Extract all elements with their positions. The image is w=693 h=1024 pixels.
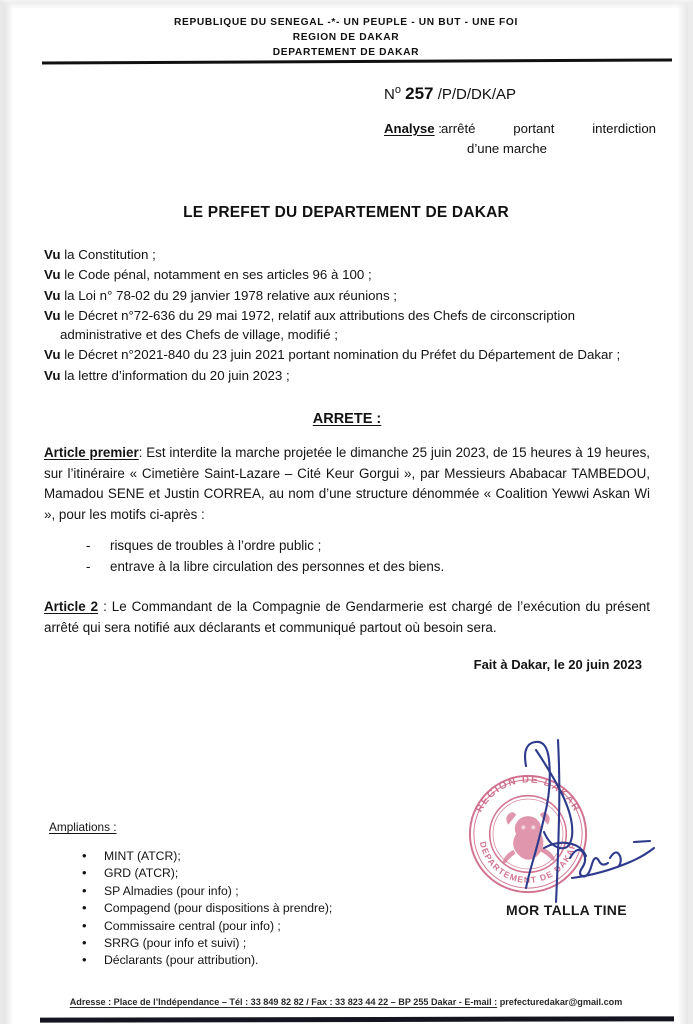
ampliations-list [49, 848, 409, 970]
ampliations-title: Ampliations : [49, 820, 117, 834]
visa-lead: Vu [44, 267, 61, 283]
reference-superscript: o [394, 84, 401, 96]
letterhead-line-region: REGION DE DAKAR [292, 32, 400, 43]
place-and-date: Fait à Dakar, le 20 juin 2023 [473, 656, 642, 672]
visa-lead: Vu [44, 307, 61, 323]
article-premier-text: : Est interdite la marche projetée le dimanche 25 juin 2023, de 15 heures à 19 heures, sur l’itinéraire « Cimetière Saint-Lazare – Cité Keur Gorgui », par Messieurs Ababacar TAMBEDOU, Mamadou SENE et Justin CORREA, au nom d’une structure dénommée « Coalition Yewwi Askan Wi », pour les motifs ci-après : [44, 445, 650, 522]
visa-lead: Vu [44, 247, 61, 262]
reference-suffix: /P/D/DK/AP [437, 86, 517, 103]
visa-item [44, 366, 650, 385]
visa-list [44, 245, 650, 385]
footer-email: prefecturedakar@gmail.com [497, 997, 623, 1007]
reference-number: 257 [405, 84, 434, 103]
signatory-name: MOR TALLA TINE [506, 902, 627, 918]
arrete-heading: ARRETE : [312, 411, 382, 428]
visa-text: la Constitution ; [60, 247, 156, 262]
page-title: LE PREFET DU DEPARTEMENT DE DAKAR [183, 204, 509, 221]
visa-item [44, 286, 650, 305]
letterhead-line-republic: REPUBLIQUE DU SENEGAL -*- UN PEUPLE - UN BUT - UNE FOI [174, 17, 518, 28]
visa-continuation: administrative et des Chefs de village, modifié ; [60, 327, 338, 343]
visa-text: le Décret n°72-636 du 29 mai 1972, relatif aux attributions des Chefs de circonscription [60, 307, 576, 323]
ampliation-item: • SP Almadies (pour info) ; [82, 883, 409, 900]
motif-item: - risques de troubles à l’ordre public ; [84, 535, 650, 556]
visa-item [44, 345, 650, 364]
article-premier-label: Article premier [44, 445, 139, 461]
visa-text: la Loi n° 78-02 du 29 janvier 1978 relative aux réunions ; [60, 287, 397, 303]
analyse-separator: : [438, 121, 442, 136]
analyse-text-line1: arrêté portant interdiction [441, 121, 656, 136]
signature-area [444, 730, 674, 935]
page-edge-shadow-left [4, 2, 13, 1024]
visa-lead: Vu [44, 367, 61, 383]
analyse-label: Analyse [384, 121, 435, 136]
article-premier [44, 443, 650, 525]
letterhead-line-department: DEPARTEMENT DE DAKAR [272, 47, 420, 58]
document-body [44, 245, 650, 672]
analyse-text-line2: d’une marche [467, 141, 547, 156]
stamp-bottom-label: DEPARTEMENT DE DAKAR [477, 840, 579, 885]
ampliations-block [49, 820, 409, 970]
article-2 [44, 597, 650, 638]
ampliation-item: • GRD (ATCR); [82, 865, 409, 882]
stamp-top-label: REGION DE DAKAR [473, 774, 583, 815]
ampliation-item: • Compagend (pour dispositions à prendre); [82, 900, 409, 917]
ampliation-item: • Commissaire central (pour info) ; [82, 918, 409, 935]
handwritten-signature [514, 730, 674, 910]
visa-lead: Vu [44, 347, 61, 363]
reference-block [384, 80, 674, 158]
page-edge-shadow-top [4, 2, 688, 9]
reference-number-line [384, 80, 674, 105]
ampliation-item: • SRRG (pour info et suivi) ; [82, 935, 409, 952]
article-2-label: Article 2 [44, 599, 99, 615]
ampliation-item: • Déclarants (pour attribution). [82, 952, 409, 969]
visa-lead: Vu [44, 287, 61, 303]
reference-prefix: N [384, 86, 395, 103]
analyse-block [384, 119, 674, 158]
visa-text: le Décret n°2021-840 du 23 juin 2021 portant nomination du Préfet du Département de Dakar ; [60, 347, 621, 363]
visa-item [44, 265, 650, 284]
page-footer [4, 992, 688, 1010]
footer-address-text: Adresse : Place de l’Indépendance – Tél : 33 849 82 82 / Fax : 33 823 44 22 – BP 255 Dakar - E-mail : [69, 997, 498, 1007]
footer-contact-line [70, 997, 623, 1007]
letterhead [4, 15, 688, 60]
motif-item: - entrave à la libre circulation des personnes et des biens. [84, 556, 650, 577]
visa-text: la lettre d’information du 20 juin 2023 ; [60, 367, 290, 383]
article-2-text: : Le Commandant de la Compagnie de Gendarmerie est chargé de l’exécution du présent arrêté qui sera notifié aux déclarants et communiqué partout où besoin sera. [44, 599, 650, 636]
motifs-list [44, 535, 650, 577]
ampliation-item: • MINT (ATCR); [82, 848, 409, 865]
visa-text: le Code pénal, notamment en ses articles 96 à 100 ; [60, 267, 372, 283]
page-edge-shadow-right [677, 2, 688, 1024]
visa-item [44, 245, 650, 264]
visa-item [44, 306, 650, 345]
